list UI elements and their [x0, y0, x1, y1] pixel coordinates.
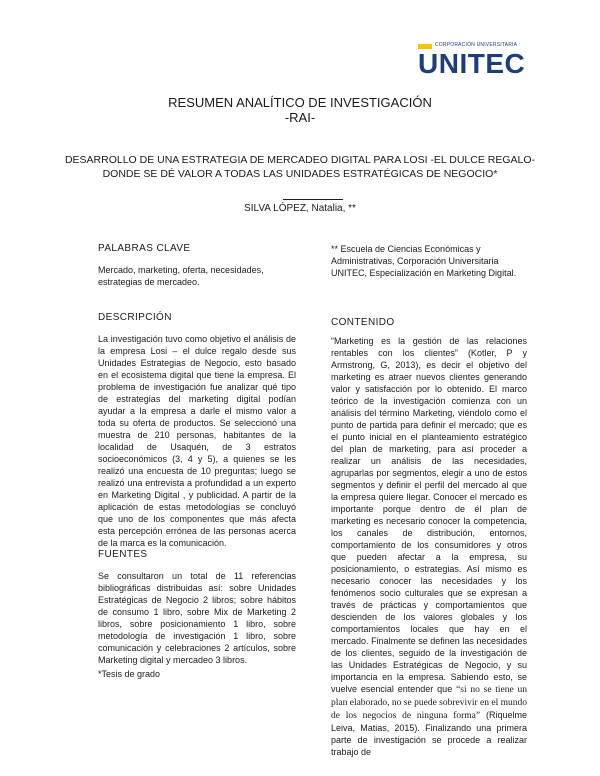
document-title-abbrev: -RAI- — [284, 110, 316, 125]
content-text — [331, 335, 527, 758]
content-text-part2: (Riquelme Leiva, Matias, 2015). Finalizando una primera parte de investigación se procede a realizar trabajo de — [331, 710, 528, 757]
sources-text: Se consultaron un total de 11 referencias bibliográficas distribuidas así: sobre Unidades Estratégicas de Negocio 2 libros; sobre hábitos de consumo 1 libro, sobre Mix de Marketing 2 libros, sobre posicionamiento 1 libro, sobre metodología de investigación 1 libro, sobre comunicación y celebraciones 2 artículos, sobre Marketing digital y mercadeo 3 libros. — [98, 571, 296, 665]
author-divider — [283, 199, 343, 200]
content-quote: “si no se tiene un plan elaborado, no se puede sobrevivir en el mundo de los negocios de ninguna forma” — [331, 685, 528, 721]
description-heading: DESCRIPCIÓN — [98, 312, 172, 323]
thesis-title: DESARROLLO DE UNA ESTRATEGIA DE MERCADEO DIGITAL PARA LOSI -EL DULCE REGALO- DONDE SE DÉ VALOR A TODAS LAS UNIDADES ESTRATÉGICAS DE NEGOCIO* — [64, 154, 536, 180]
author-name: SILVA LÓPEZ, Natalia, ** — [244, 203, 356, 214]
logo-name: UNITEC — [418, 48, 526, 79]
logo-subtext: CORPORACIÓN UNIVERSITARIA — [435, 42, 518, 48]
keywords-text: Mercado, marketing, oferta, necesidades, estrategias de mercadeo. — [98, 265, 264, 287]
affiliation-note: ** Escuela de Ciencias Económicas y Administrativas, Corporación Universitaria UNITEC, Especialización en Marketing Digital. — [331, 244, 517, 278]
unitec-logo — [418, 42, 568, 82]
thesis-footnote: *Tesis de grado — [98, 669, 161, 679]
content-text-part1: “Marketing es la gestión de las relaciones rentables con los clientes” (Kotler, P y Armstrong, G, 2013), es decir el objetivo del marketing es atraer nuevos clientes generando valor y satisfacción por lo obtenido. El marco teórico de la investigación comienza con un análisis del término Marketing, viéndolo como el punto de partida para definir el mercado; que es el punto inicial en el planteamiento estratégico del plan de marketing, para así proceder a realizar un análisis de las necesidades, agruparlas por segmentos, elegir a uno de estos segmentos y definir el perfil del mercado al que la empresa quiere llegar. Conocer el mercado es importante porque dentro de él plan de marketing es necesario conocer la competencia, los canales de distribución, entornos, comportamiento de los consumidores y otros que pueden afectar a la empresa, su posicionamiento, o estrategias. Así mismo es necesario conocer las necesidades y los fenómenos socio culturales que se expresan a través de prácticas y comportamientos que descienden de los valores globales y los comportamientos locales que hay en el mercado. Finalmente se definen las necesidades de los clientes, seguido de la investigación de las Unidades Estratégicas de Negocio, y su importancia en la empresa. Sabiendo esto, se vuelve esencial entender que — [331, 336, 527, 694]
content-heading: CONTENIDO — [331, 317, 395, 328]
description-text: La investigación tuvo como objetivo el análisis de la empresa Losi – el dulce regalo desde sus Unidades Estrategias de Negocio, esto basado en el ecosistema digital que tiene la empresa. El problema de investigación fue analizar qué tipo de estrategias del marketing digital podían ayudar a la empresa a darle el mismo valor a toda su oferta de productos. Se seleccionó una muestra de 210 personas, habitantes de la localidad de Usaquén, de 3 estratos socioeconómicos (3, 4 y 5), a quienes se les realizó una encuesta de 10 preguntas; luego se realizó una entrevista a profundidad a un experto en Marketing Digital , y publicidad. A partir de la aplicación de estas metodologías se concluyó que uno de los componentes que más afecta esta percepción errónea de las personas acerca de la marca es la comunicación. — [98, 334, 296, 548]
sources-heading: FUENTES — [98, 549, 148, 560]
keywords-heading: PALABRAS CLAVE — [98, 243, 191, 254]
document-title: RESUMEN ANALÍTICO DE INVESTIGACIÓN — [168, 95, 432, 110]
